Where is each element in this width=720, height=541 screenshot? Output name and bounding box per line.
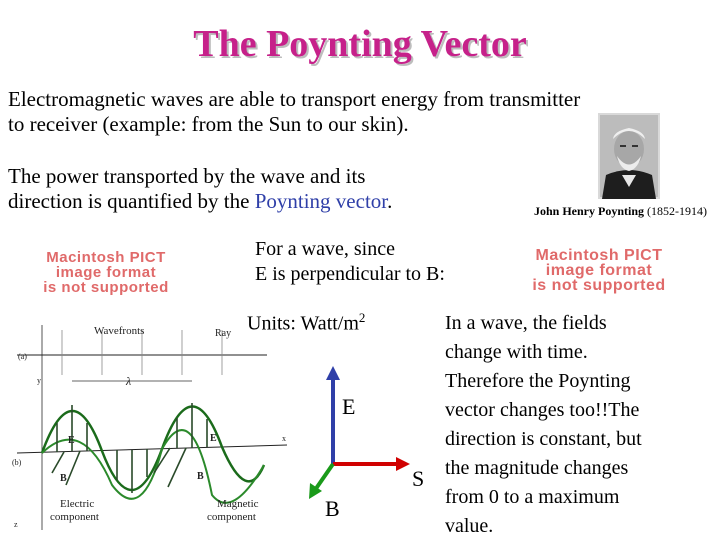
portrait-name: John Henry Poynting: [534, 204, 645, 218]
e-label-2: E: [210, 433, 217, 444]
electric-label: Electric: [60, 498, 95, 510]
units-exponent: 2: [358, 310, 366, 325]
b-label-2: B: [197, 471, 204, 482]
intro-line-2: to receiver (example: from the Sun to our skin).: [8, 112, 409, 136]
pict-right-line-2: image format: [545, 262, 653, 279]
page-title: The Poynting Vector: [193, 23, 527, 65]
units-text: Units: Watt/m: [247, 312, 359, 335]
e-axis-label: E: [342, 394, 356, 419]
electric-component-label: component: [50, 511, 99, 523]
pict-left-line-2: image format: [55, 264, 157, 281]
power-line-2: [8, 189, 528, 214]
tag-b: (b): [12, 458, 22, 467]
power-line-2-prefix: direction is quantified by the: [8, 189, 255, 213]
right-line-7: from 0 to a maximum: [445, 486, 620, 508]
wave-note-line-1: For a wave, since: [255, 238, 395, 260]
lambda-label: λ: [126, 374, 132, 388]
poynting-vector-term: Poynting vector: [254, 189, 388, 213]
pict-placeholder-right: [493, 248, 705, 293]
pict-left-line-1: Macintosh PICT: [46, 249, 166, 266]
pict-left-line-3: is not supported: [43, 279, 169, 296]
right-line-5: direction is constant, but: [445, 428, 642, 450]
axis-z-label: z: [14, 520, 18, 529]
power-paragraph: [8, 164, 528, 214]
power-line-1: The power transported by the wave and its: [8, 164, 366, 188]
wave-note: [255, 237, 495, 287]
right-line-2: change with time.: [445, 341, 588, 363]
pict-placeholder-left: [20, 250, 192, 295]
s-axis-arrowhead: [396, 457, 410, 471]
magnetic-label: Magnetic: [217, 498, 259, 510]
pict-right-line-3: is not supported: [532, 277, 666, 294]
right-line-4: vector changes too!!The: [445, 399, 640, 421]
axis-y-label: y: [37, 376, 41, 385]
e-label-1: E: [68, 435, 75, 446]
b-axis-line: [315, 464, 333, 490]
wave-note-line-2: E is perpendicular to B:: [255, 263, 445, 285]
power-line-2-suffix: .: [387, 189, 393, 213]
em-wave-figure: [2, 315, 292, 535]
b-axis-label: B: [325, 496, 340, 521]
wavefronts-label: Wavefronts: [94, 325, 145, 337]
portrait-photo: [598, 113, 660, 199]
right-explanation: [445, 309, 715, 541]
right-line-6: the magnitude changes: [445, 457, 629, 479]
right-line-8: value.: [445, 515, 494, 537]
magnetic-component-label: component: [207, 511, 256, 523]
ray-label: Ray: [215, 328, 232, 339]
right-line-3: Therefore the Poynting: [445, 370, 631, 392]
intro-line-1: Electromagnetic waves are able to transport energy from transmitter: [8, 87, 581, 111]
axis-x-label: x: [282, 434, 286, 443]
right-line-1: In a wave, the fields: [445, 312, 607, 334]
portrait-years: (1852-1914): [644, 204, 708, 218]
s-axis-label: S: [412, 466, 425, 491]
portrait-caption: [534, 204, 707, 219]
pict-right-line-1: Macintosh PICT: [535, 247, 663, 264]
e-axis-arrowhead: [326, 366, 340, 380]
tag-a: (a): [18, 352, 27, 361]
b-label-1: B: [60, 473, 67, 484]
poynting-axes-diagram: [300, 360, 420, 520]
